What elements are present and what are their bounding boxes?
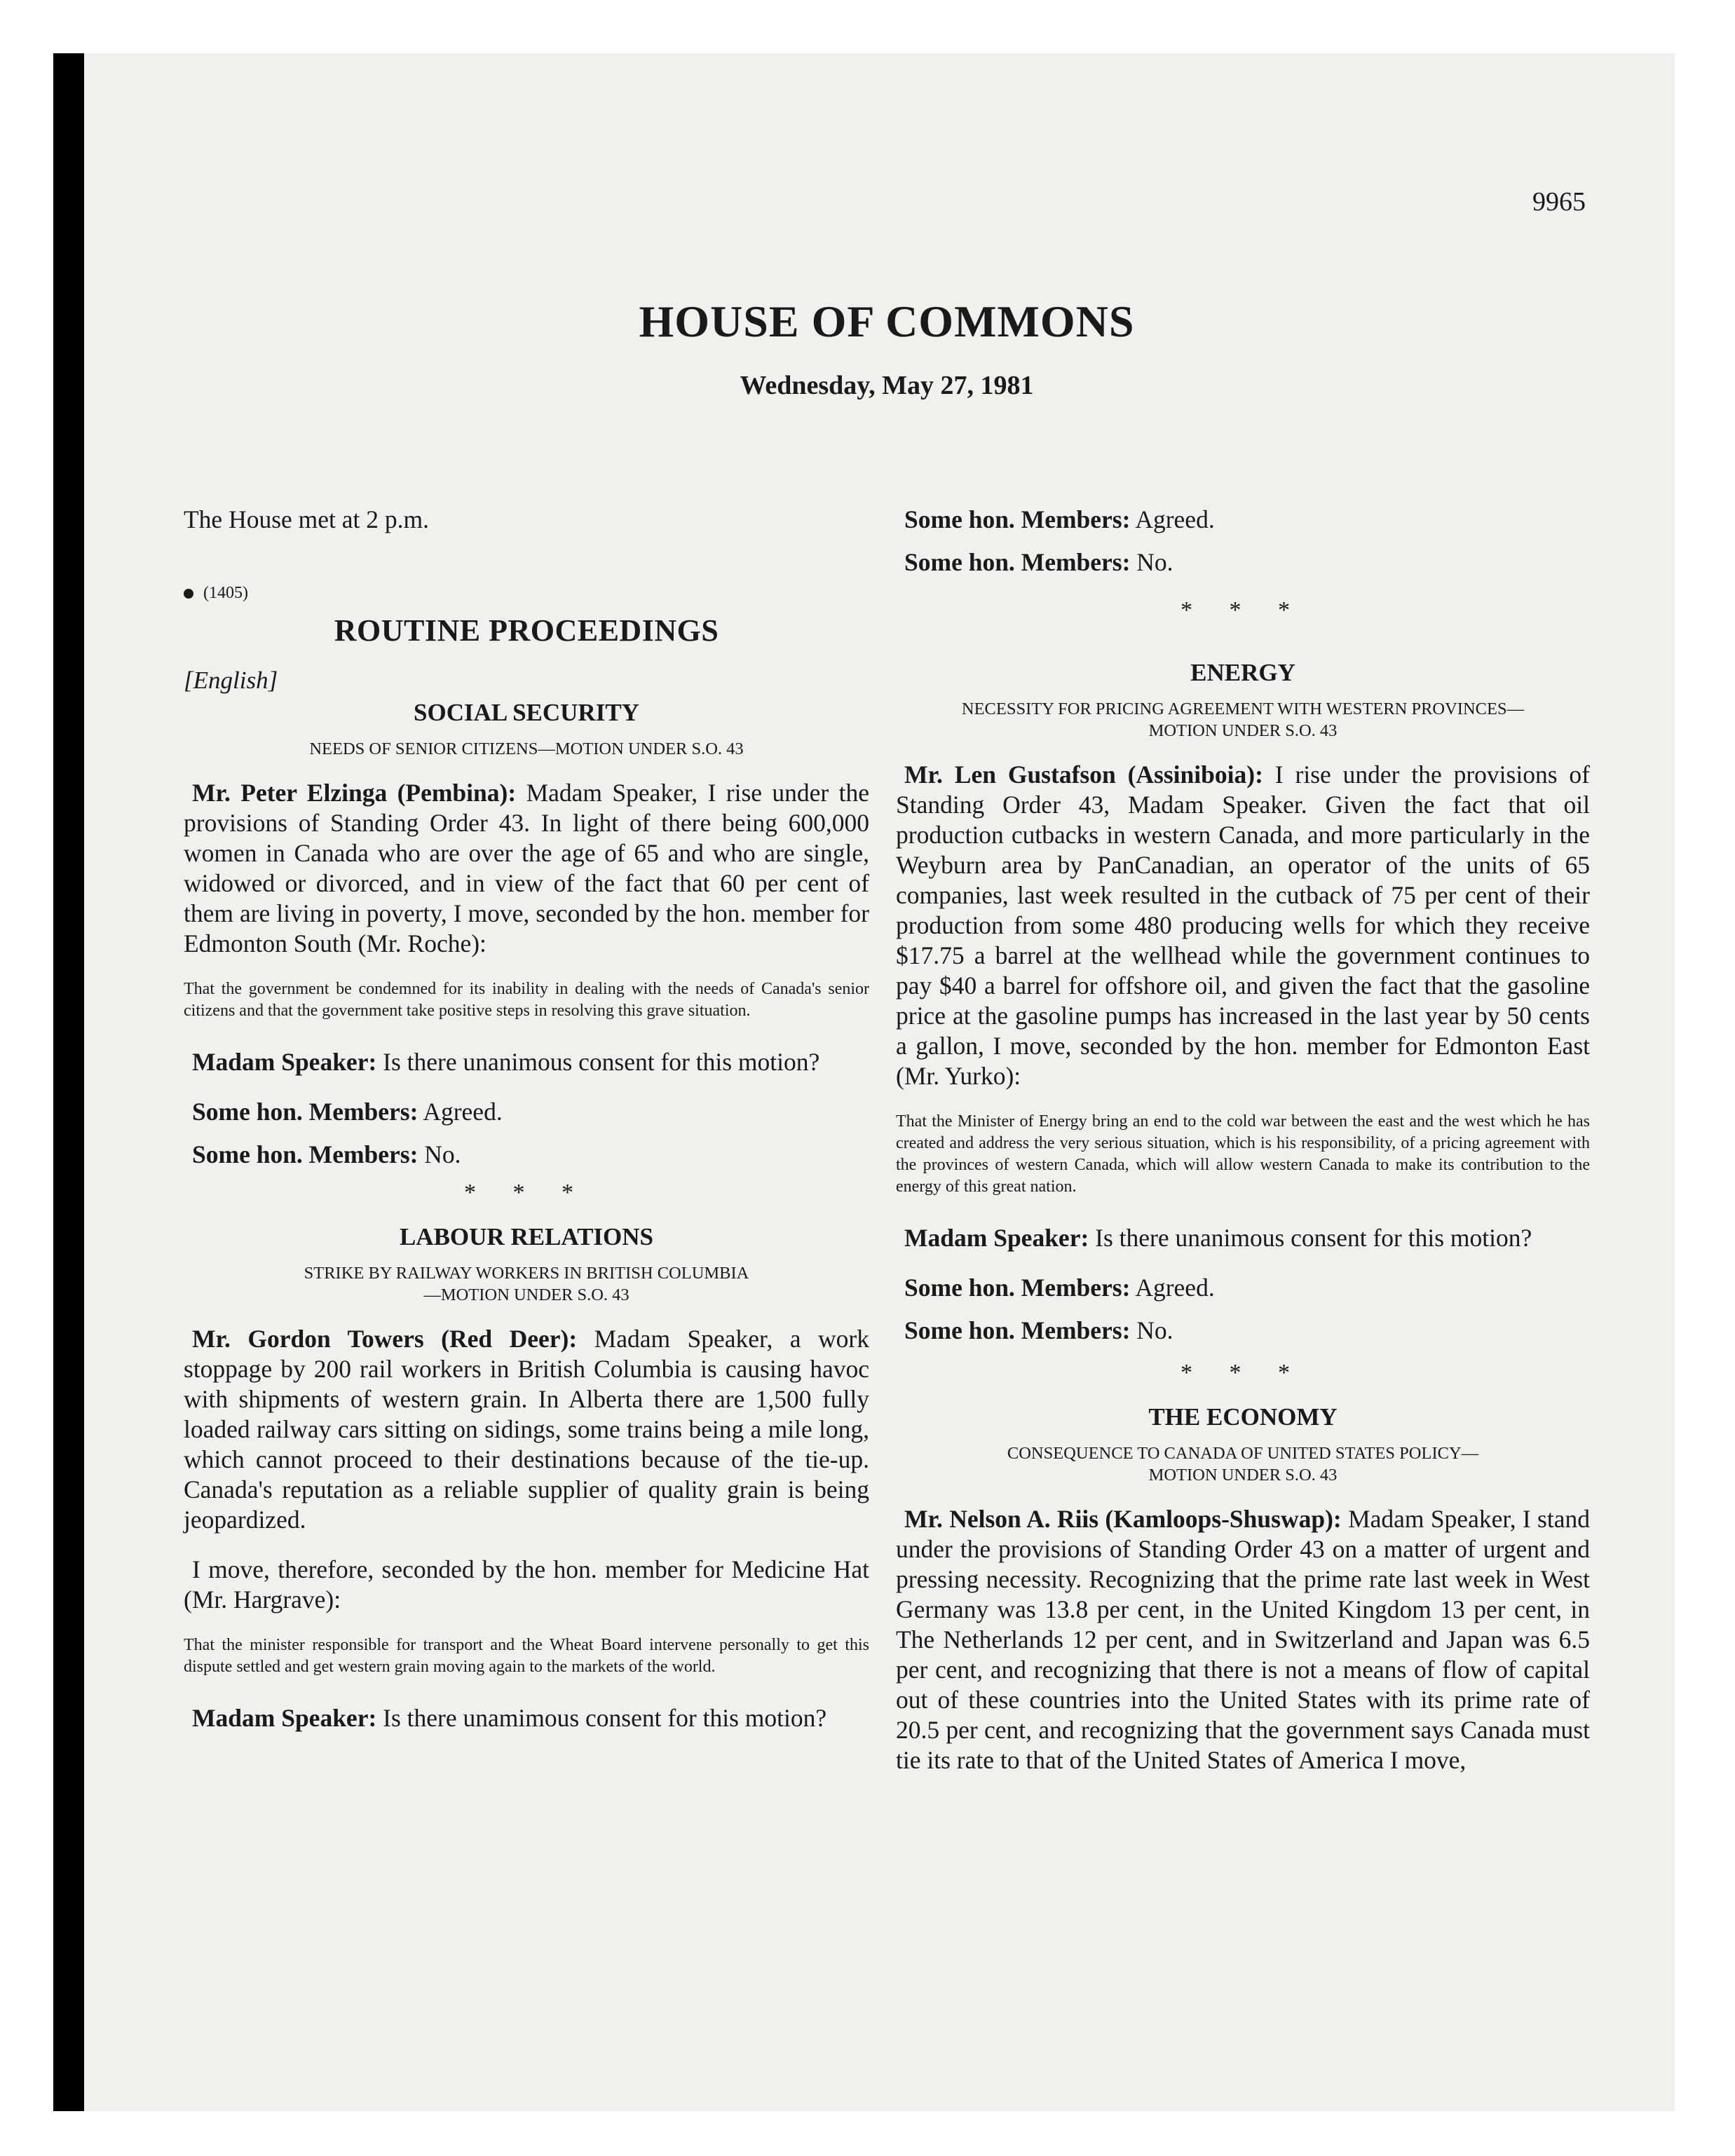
madam-speaker-question [184,1047,869,1077]
riis-speech [896,1504,1590,1775]
elzinga-speech [184,778,869,959]
binding-edge [53,53,84,2111]
members-response [184,1140,869,1170]
speaker-name: Mr. Peter Elzinga (Pembina): [192,779,517,807]
speaker-name: Some hon. Members: [904,1316,1131,1344]
members-response [896,505,1590,535]
towers-speech [184,1324,869,1535]
speaker-name: Some hon. Members: [904,505,1131,533]
speech-text: Is there unanimous consent for this motion? [1095,1224,1532,1252]
social-security-subheading: NEEDS OF SENIOR CITIZENS—MOTION UNDER S.O. 43 [309,739,744,758]
motion-text: That the government be condemned for its inability in dealing with the needs of Canada's senior citizens and that the government take positive steps in resolving this grave situation. [184,980,869,1020]
section-separator: * * * [1181,1360,1305,1386]
speech-text: Madam Speaker, I stand under the provisions of Standing Order 43 on a matter of urgent and pressing necessity. Recognizing that the prime rate last week in West Germany was 13.8 per cent, in the United Kingdom 13 per cent, in The Netherlands 12 per cent, and in Switzerland and Japan was 6.5 per cent, and recognizing that there is not a means of flow of capital out of these countries into the United States with its prime rate of 20.5 per cent, and recognizing that the government says Canada must tie its rate to that of the United States of America I move, [896,1505,1590,1774]
section-separator: * * * [1181,597,1305,623]
members-response [896,1273,1590,1303]
speech-text: No. [1136,548,1173,576]
madam-speaker-question [184,1703,869,1733]
speech-text: Is there unanimous consent for this motion? [383,1048,820,1076]
speaker-name: Madam Speaker: [192,1704,377,1732]
sitting-date: Wednesday, May 27, 1981 [740,371,1034,401]
towers-motion-intro: I move, therefore, seconded by the hon. member for Medicine Hat (Mr. Hargrave): [184,1555,869,1613]
motion-text: That the Minister of Energy bring an end to the cold war between the east and the west which he has created and address the very serious situation, which is his responsibility, of a pricing agreement with the provinces of western Canada, which will allow western Canada to make its contribution to the energy of this great nation. [896,1112,1590,1196]
speech-text: Madam Speaker, a work stoppage by 200 rail workers in British Columbia is causing havoc with shipments of western grain. In Alberta there are 1,500 fully loaded railway cars sitting on sidings, some trains being a mile long, which cannot proceed to their destinations because of the tie-up. Canada's reputation as a reliable supplier of quality grain is being jeopardized. [184,1325,869,1534]
madam-speaker-question [896,1223,1590,1253]
left-column [184,505,869,1753]
speech-text: I rise under the provisions of Standing Order 43, Madam Speaker. Given the fact that oil production cutbacks in western Canada, and more particularly in the Weyburn area by PanCanadian, an operator of the units of 65 companies, last week resulted in the cutback of 75 per cent of their production from some 480 producing wells for which they receive $17.75 a barrel at the wellhead while the government continues to pay $40 a barrel for offshore oil, and given the fact that the gasoline price at the gasoline pumps has increased in the last year by 50 cents a gallon, I move, seconded by the hon. member for Edmonton East (Mr. Yurko): [896,760,1591,1090]
right-column [896,505,1590,1795]
speaker-name: Mr. Gordon Towers (Red Deer): [192,1325,578,1353]
speaker-name: Madam Speaker: [904,1224,1089,1252]
members-response [896,1316,1590,1346]
speaker-name: Mr. Nelson A. Riis (Kamloops-Shuswap): [904,1505,1342,1533]
speech-text: Agreed. [1135,1274,1215,1302]
section-separator: * * * [464,1180,589,1206]
page-number: 9965 [1532,187,1586,217]
page-title: HOUSE OF COMMONS [639,296,1135,346]
speech-text: No. [1136,1316,1173,1344]
speech-text: No. [424,1140,461,1168]
speaker-name: Some hon. Members: [904,548,1131,576]
motion-text: That the minister responsible for transport and the Wheat Board intervene personally to get this dispute settled and get western grain moving again to the markets of the world. [184,1636,869,1676]
speaker-name: Some hon. Members: [192,1098,419,1126]
social-security-heading: SOCIAL SECURITY [414,699,639,726]
economy-heading: THE ECONOMY [1148,1403,1338,1431]
time-marker-label: (1405) [203,584,248,602]
speaker-name: Some hon. Members: [192,1140,419,1168]
language-tag: [English] [184,667,278,694]
members-response [184,1097,869,1127]
labour-relations-heading: LABOUR RELATIONS [399,1223,654,1250]
time-marker [184,584,869,603]
page-header [184,297,1590,401]
opening-line: The House met at 2 p.m. [184,505,429,533]
labour-relations-subheading: STRIKE BY RAILWAY WORKERS IN BRITISH COLUMBIA—MOTION UNDER S.O. 43 [304,1264,749,1304]
speaker-name: Some hon. Members: [904,1274,1131,1302]
speech-text: Is there unamimous consent for this motion? [383,1704,827,1732]
energy-heading: ENERGY [1190,659,1295,686]
speech-text: Agreed. [423,1098,503,1126]
speech-text: Madam Speaker, I rise under the provisions of Standing Order 43. In light of there being 600,000 women in Canada who are over the age of 65 and who are single, widowed or divorced, and in view of the fact that 60 per cent of them are living in poverty, I move, seconded by the hon. member for Edmonton South (Mr. Roche): [184,779,870,957]
economy-subheading: CONSEQUENCE TO CANADA OF UNITED STATES POLICY—MOTION UNDER S.O. 43 [1007,1444,1479,1485]
members-response [896,547,1590,578]
bullet-icon [184,589,193,599]
routine-proceedings-heading: ROUTINE PROCEEDINGS [334,613,719,648]
speech-text: Agreed. [1135,505,1215,533]
energy-subheading: NECESSITY FOR PRICING AGREEMENT WITH WESTERN PROVINCES—MOTION UNDER S.O. 43 [961,700,1525,740]
speaker-name: Madam Speaker: [192,1048,377,1076]
gustafson-speech [896,760,1590,1091]
speaker-name: Mr. Len Gustafson (Assiniboia): [904,760,1263,789]
